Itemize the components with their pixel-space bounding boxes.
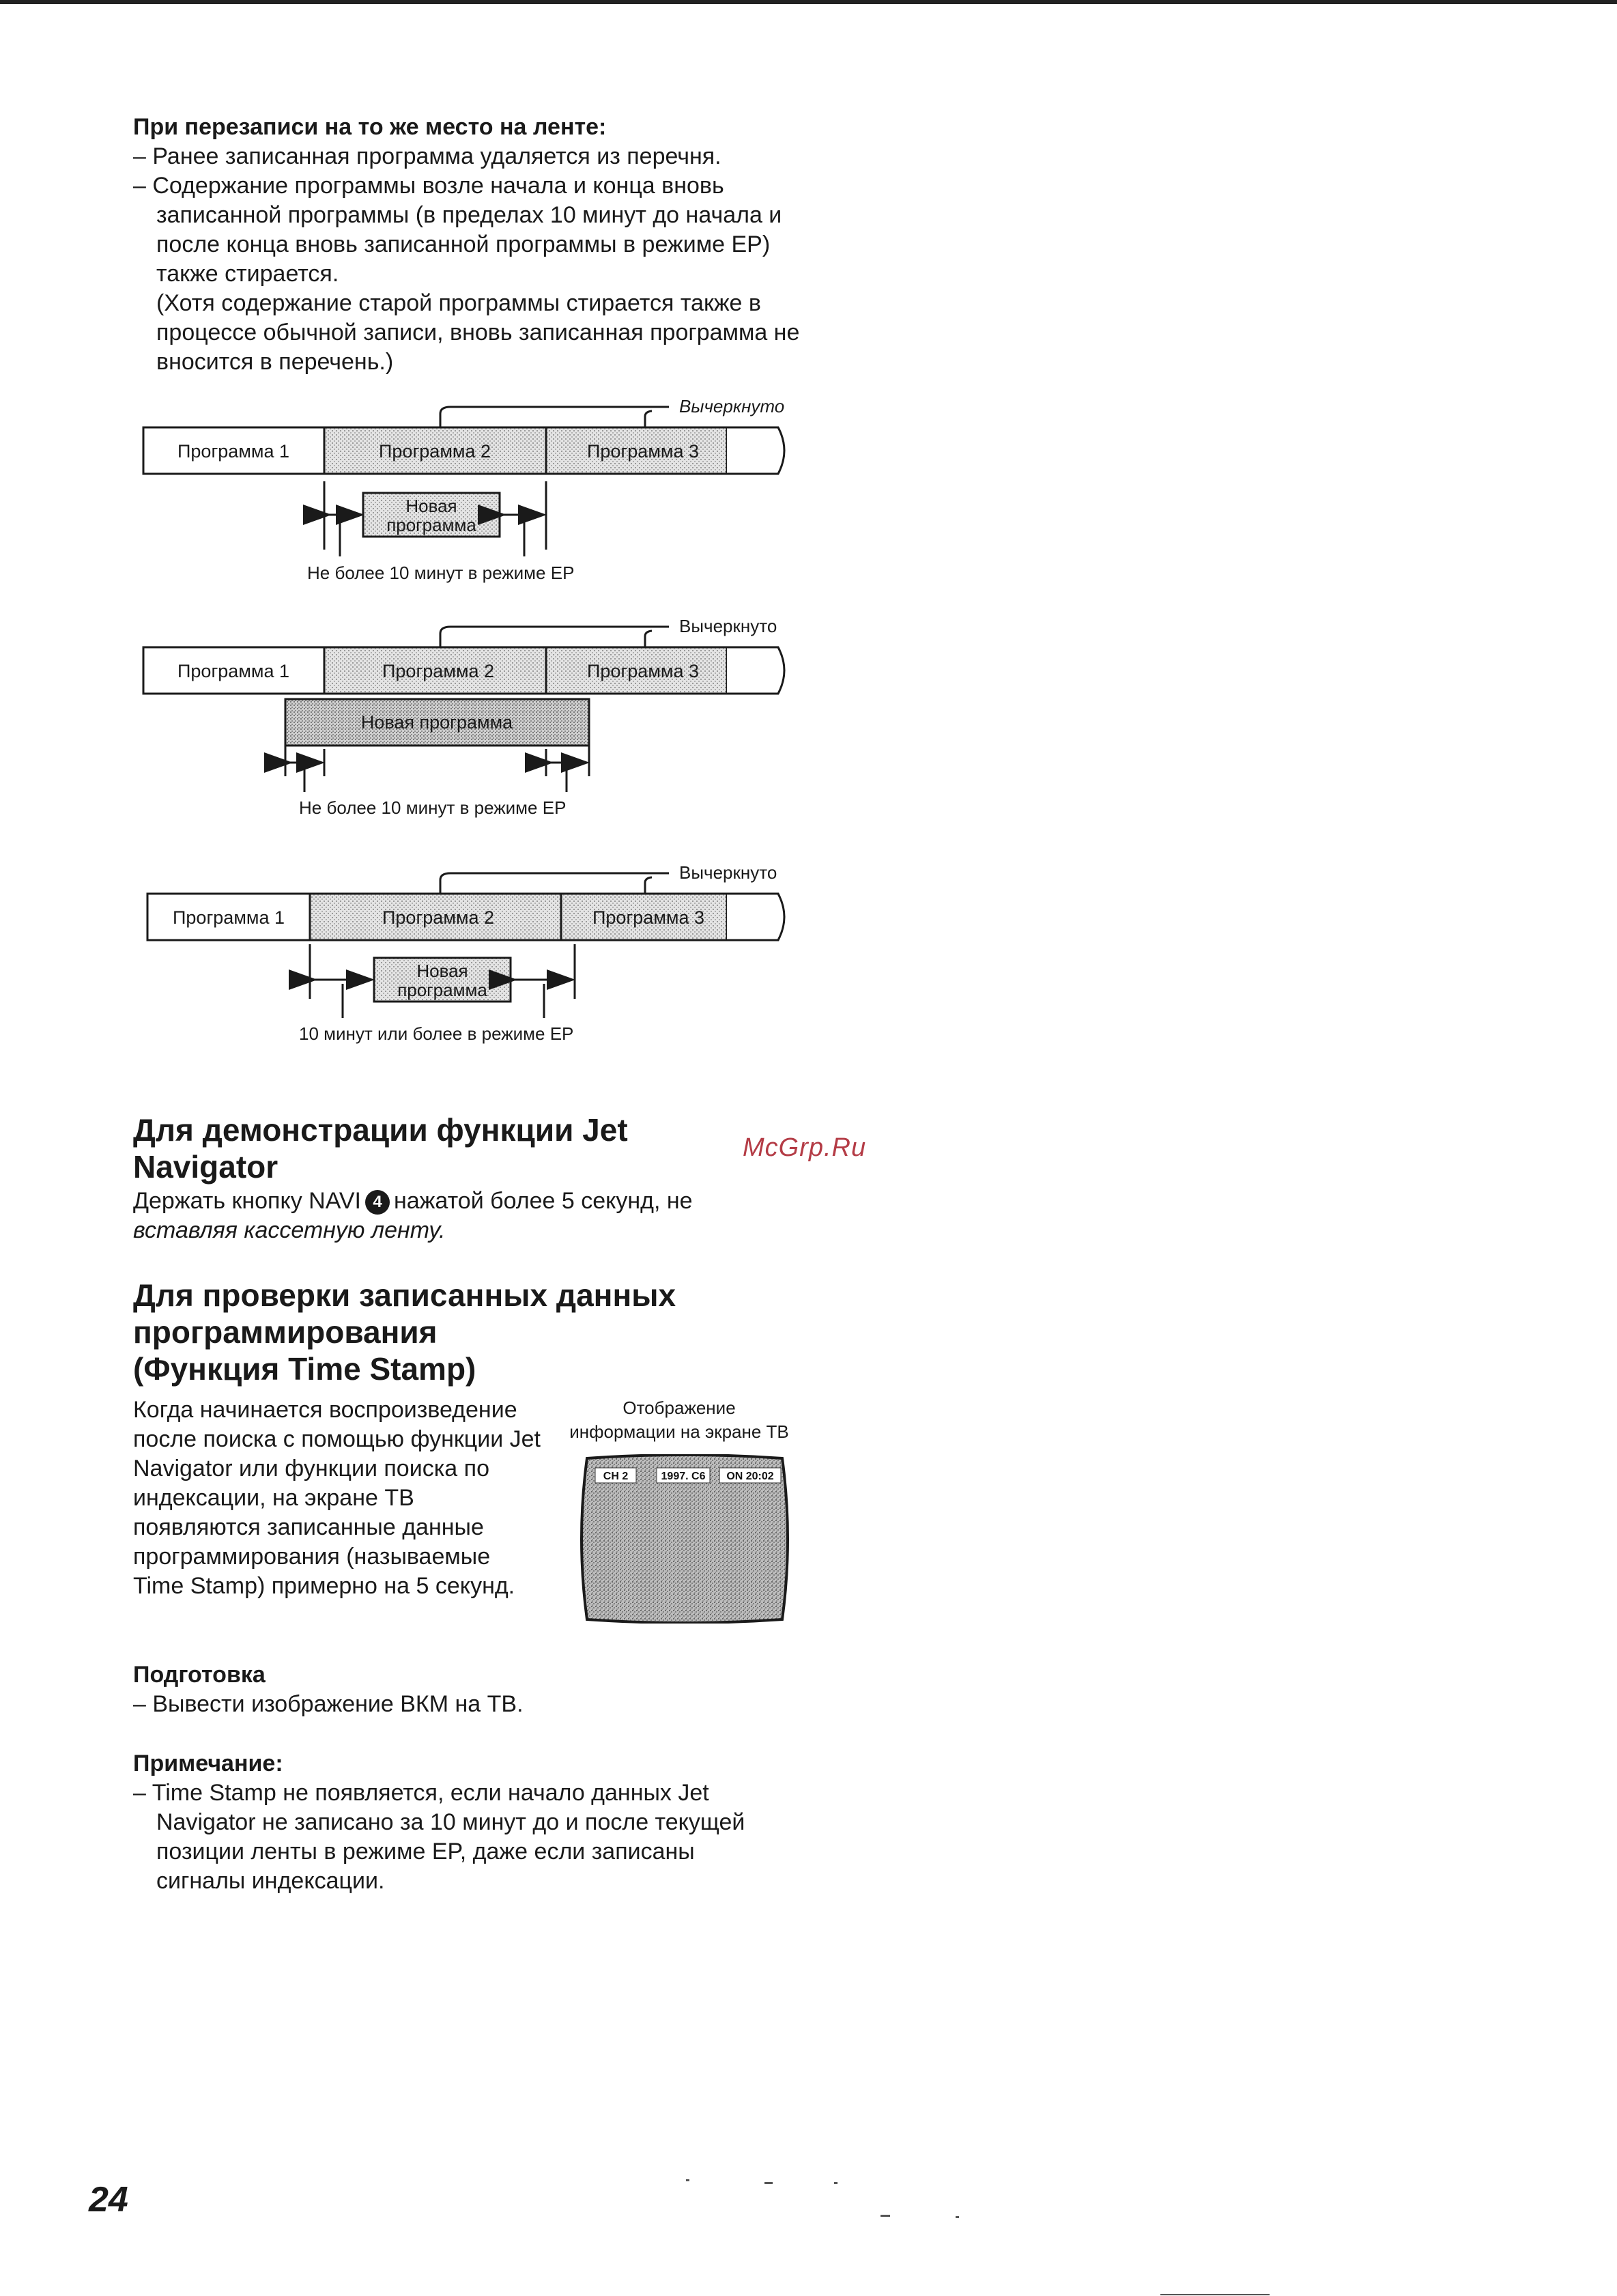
overwrite-note: (Хотя содержание старой программы стирается также в процессе обычной записи, вновь записанная программа не вносится в перечень.) [156, 290, 800, 375]
scan-speck [764, 2182, 773, 2184]
program-3-label: Программа 3 [592, 907, 704, 928]
navi-button-number-icon: 4 [365, 1190, 390, 1215]
program-3-label: Программа 3 [587, 661, 699, 681]
tv-date-text: 1997. C6 [661, 1471, 706, 1482]
new-program-label-2: программа [397, 980, 487, 1000]
note-item: – Time Stamp не появляется, если начало данных Jet Navigator не записано за 10 минут до и после текущей позиции ленты в режиме EP, даже если записаны сигналы индексации. [133, 1780, 745, 1894]
demo-text-italic: вставляя кассетную ленту. [133, 1217, 446, 1243]
timestamp-body: Когда начинается воспроизведение после поиска с помощью функции Jet Navigator или функции поиска по индексации, на экране ТВ появляются записанные данные программирования (называемые Time Stamp) примерно на 5 секунд. [133, 1397, 541, 1599]
caption-3: 10 минут или более в режиме EP [299, 1023, 574, 1044]
new-program-label-1: Новая [405, 496, 457, 516]
crossed-out-label: Вычеркнуто [679, 396, 785, 416]
scan-speck [1160, 2294, 1270, 2295]
timestamp-heading-2: программирования [133, 1314, 438, 1350]
caption-1: Не более 10 минут в режиме EP [307, 563, 575, 583]
demo-text [133, 1187, 809, 1216]
top-border-line [0, 0, 1617, 4]
demo-text-after: нажатой более 5 секунд, не [394, 1188, 693, 1214]
scan-speck [956, 2216, 959, 2218]
crossed-out-label: Вычеркнуто [679, 862, 777, 883]
page-number: 24 [89, 2180, 128, 2220]
program-3-label: Программа 3 [587, 441, 699, 462]
preparation-section [133, 1660, 809, 1719]
program-2-label: Программа 2 [382, 907, 494, 928]
tv-screen-illustration [575, 1454, 795, 1624]
tv-time-text: ON 20:02 [726, 1471, 774, 1482]
overwrite-title: При перезаписи на то же место на ленте: [133, 114, 607, 140]
note-section [133, 1749, 788, 1896]
new-program-label: Новая программа [360, 712, 513, 733]
crossed-out-label: Вычеркнуто [679, 616, 777, 636]
tv-channel-text: CH 2 [603, 1471, 629, 1482]
program-1-label: Программа 1 [177, 441, 289, 462]
scan-speck [881, 2215, 890, 2217]
overwrite-section [133, 113, 809, 377]
bracket-line [440, 407, 642, 427]
tv-caption-2: информации на экране ТВ [569, 1421, 789, 1442]
overwrite-item-2: – Содержание программы возле начала и конца вновь записанной программы (в пределах 10 минут до начала и после конца вновь записанной программы в режиме EP) также стирается. [133, 173, 782, 287]
demo-section [133, 1111, 809, 1245]
preparation-title: Подготовка [133, 1662, 266, 1688]
tv-caption-1: Отображение [623, 1398, 736, 1418]
program-1-label: Программа 1 [177, 661, 289, 681]
scan-speck [686, 2179, 689, 2181]
timestamp-section [133, 1277, 809, 1387]
timestamp-heading-3: (Функция Time Stamp) [133, 1351, 476, 1387]
timestamp-heading-1: Для проверки записанных данных [133, 1277, 676, 1313]
overwrite-diagrams [123, 389, 819, 1051]
diagram-3 [147, 862, 784, 1044]
demo-text-before: Держать кнопку NAVI [133, 1188, 361, 1214]
watermark: McGrp.Ru [743, 1133, 867, 1162]
new-program-label-2: программа [386, 515, 476, 535]
program-2-label: Программа 2 [379, 441, 491, 462]
caption-2: Не более 10 минут в режиме EP [299, 797, 567, 818]
program-2-label: Программа 2 [382, 661, 494, 681]
program-1-label: Программа 1 [173, 907, 285, 928]
scan-speck [834, 2182, 838, 2184]
new-program-label-1: Новая [416, 961, 468, 981]
preparation-item: – Вывести изображение ВКМ на ТВ. [133, 1691, 524, 1717]
diagram-1 [143, 396, 784, 583]
diagram-2 [143, 616, 784, 818]
overwrite-item-1: – Ранее записанная программа удаляется из перечня. [133, 143, 721, 169]
note-title: Примечание: [133, 1751, 283, 1776]
demo-heading: Для демонстрации функции Jet Navigator [133, 1112, 628, 1185]
